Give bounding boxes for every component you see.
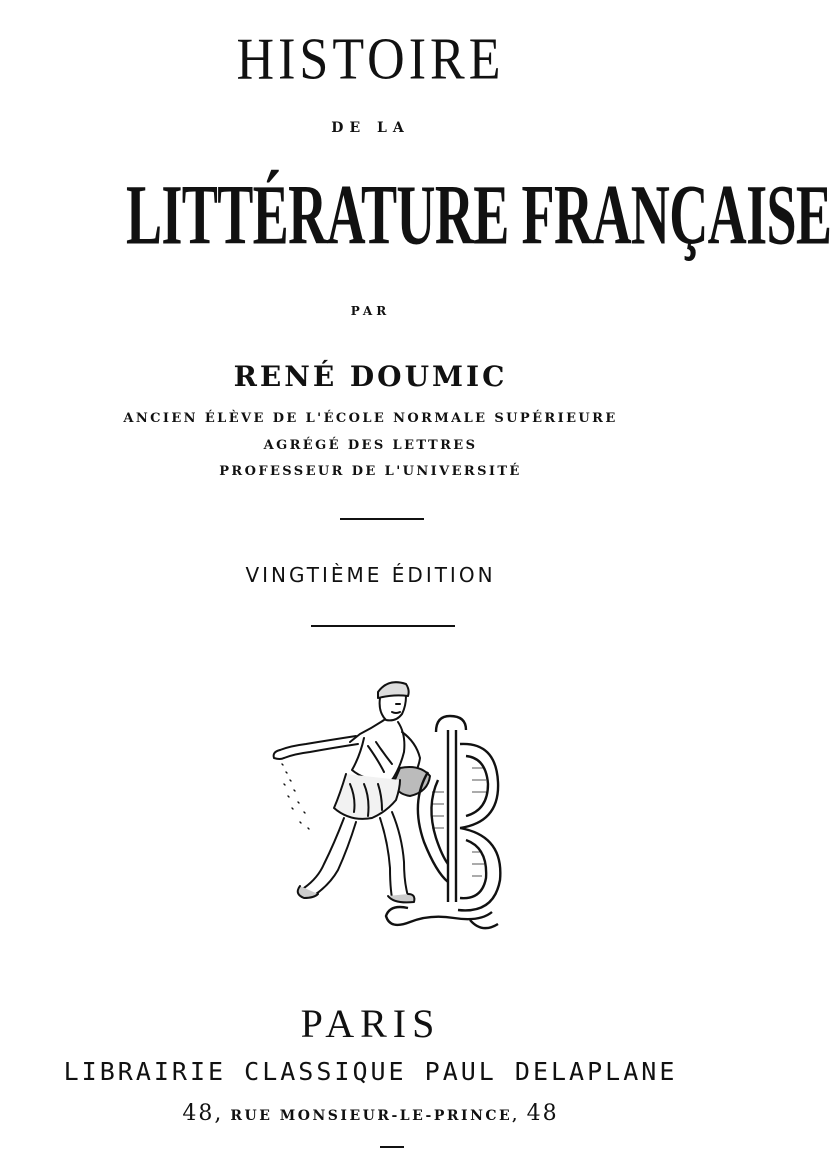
address-number-left: 48, [182,1101,224,1126]
address-street: RUE MONSIEUR-LE-PRINCE, [230,1108,520,1124]
imprint-city: PARIS [300,1001,441,1046]
footer-rule [380,1146,404,1148]
by-label: PAR [350,304,391,318]
title-de-la: DE LA [331,120,410,136]
author-credential-3: PROFESSEUR DE L'UNIVERSITÉ [219,464,522,479]
title-histoire: HISTOIRE [236,26,505,93]
divider-rule-bottom [311,625,455,627]
sower-publisher-mark-icon [260,672,510,942]
address-number-right: 48 [526,1101,559,1126]
edition-label: VINGTIÈME ÉDITION [245,563,496,587]
publisher-address [0,1101,741,1126]
author-name: RENÉ DOUMIC [233,360,508,393]
main-title: LITTÉRATURE FRANÇAISE [125,166,831,263]
publisher-name: LIBRAIRIE CLASSIQUE PAUL DELAPLANE [63,1057,678,1086]
author-credential-1: ANCIEN ÉLÈVE DE L'ÉCOLE NORMALE SUPÉRIEURE [123,411,618,426]
divider-rule-top [340,518,424,520]
author-credential-2: AGRÉGÉ DES LETTRES [263,438,478,453]
